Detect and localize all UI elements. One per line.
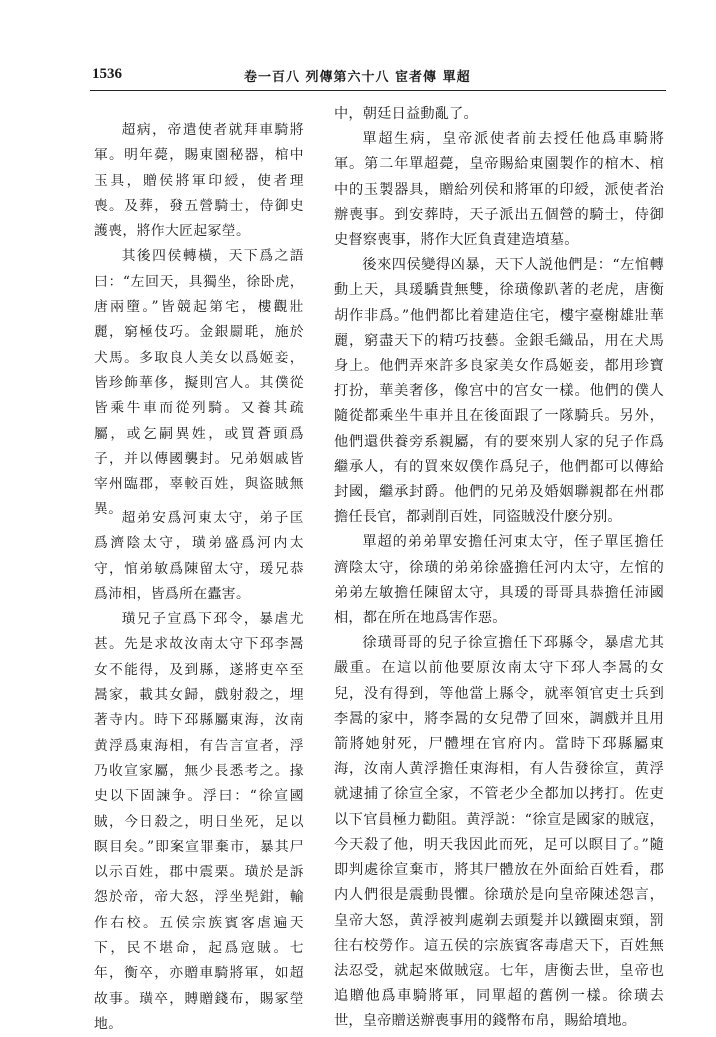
header-rule [90, 90, 666, 91]
translation-paragraph: 徐璜哥哥的兒子徐宣擔任下邳縣令，暴虐尤其嚴重。在這以前他要原汝南太守下邳人李暠的女兒，没有得到，等他當上縣令，就率領官吏士兵到李暠的家中，將李暠的女兒帶了回來，調戲并且用箭將她射死，尸體埋在官府内。當時下邳縣屬東海，汝南人黄浮擔任東海相，有人告發徐宣，黄浮就逮捕了徐宣全家，不管老少全都加以拷打。佐吏以下官員極力勸阻。黄浮説：“徐宣是國家的賊寇，今天殺了他，明天我因此而死，足可以瞑目了。”隨即判處徐宣棄市，將其尸體放在外面給百姓看，郡内人們很是震動畏懼。徐璜於是向皇帝陳述怨言，皇帝大怒，黄浮被判處剃去頭髮并以鐵圈束頸，罰往右校勞作。這五侯的宗族賓客毒虐天下，百姓無法忍受，就起來做賊寇。七年，唐衡去世，皇帝也追贈他爲車騎將軍，同單超的舊例一樣。徐璜去世，皇帝贈送辦喪事用的錢幣布帛，賜給墳地。 [334, 635, 664, 1030]
translation-paragraph: 單超的弟弟單安擔任河東太守，侄子單匡擔任濟陰太守，徐璜的弟弟徐盛擔任河内太守，左悺的弟弟左敏擔任陳留太守，具瑗的哥哥具恭擔任沛國相，都在所在地爲害作惡。 [334, 534, 664, 627]
original-text-section-1 [94, 118, 304, 523]
translation-paragraph: 單超生病，皇帝派使者前去授任他爲車騎將軍。第二年單超薨，皇帝賜給東園製作的棺木、棺中的玉製器具，贈給列侯和將軍的印綬，派使者治辦喪事。到安葬時，天子派出五個營的騎士，侍御史督察喪事，將作大匠負責建造墳墓。 [334, 131, 664, 249]
original-paragraph: 其後四侯轉橫，天下爲之語曰：“左回天，具獨坐，徐卧虎，唐兩墮。”皆競起第宅，樓觀壯麗，窮極伎巧。金銀罽毦，施於犬馬。多取良人美女以爲姬妾，皆珍飾華侈，擬則宫人。其僕從皆乘牛車而從列騎。又養其疏屬，或乞嗣異姓，或買蒼頭爲子，并以傳國襲封。兄弟姻戚皆宰州臨郡，辜較百姓，與盜賊無異。 [94, 248, 304, 518]
original-text-section-2 [94, 506, 304, 1037]
running-header: 卷一百八 列傳第六十八 宦者傳 單超 [244, 70, 471, 85]
translation-column [334, 102, 664, 1035]
page-number: 1536 [92, 66, 122, 82]
translation-paragraph: 中，朝廷日益動亂了。 [334, 106, 478, 122]
original-paragraph: 超病，帝遣使者就拜車騎將軍。明年薨，賜東園秘器，棺中玉具，贈侯將軍印綬，使者理喪。及葬，發五營騎士，侍御史護喪，將作大匠起冢塋。 [94, 122, 304, 240]
translation-paragraph: 後來四侯變得凶暴，天下人説他們是：“左悺轉動上天，具瑗驕貴無雙，徐璜像趴著的老虎，唐衡胡作非爲。”他們都比着建造住宅，樓宇臺榭雄壯華麗，窮盡天下的精巧技藝。金銀毛織品，用在犬馬身上。他們弄來許多良家美女作爲姬妾，都用珍寶打扮，華美奢侈，像宫中的宫女一樣。他們的僕人隨從都乘坐牛車并且在後面跟了一隊騎兵。另外，他們還供養旁系親屬，有的要來别人家的兒子作爲繼承人，有的買來奴僕作爲兒子，他們都可以傳給封國，繼承封爵。他們的兄弟及婚姻聯親都在州郡擔任長官，都剥削百姓，同盜賊没什麽分别。 [334, 257, 664, 526]
original-paragraph: 璜兄子宣爲下邳令，暴虐尤甚。先是求故汝南太守下邳李暠女不能得，及到縣，遂將吏卒至暠家，載其女歸，戲射殺之，埋著寺内。時下邳縣屬東海，汝南黄浮爲東海相，有告言宣者，浮乃收宣家屬，無少長悉考之。掾史以下固諫争。浮曰：“徐宣國賊，今日殺之，明日坐死，足以瞑目矣。”即案宣罪棄市，暴其尸以示百姓，郡中震栗。璜於是訴怨於帝，帝大怒，浮坐髡鉗，輸作右校。五侯宗族賓客虐遍天下，民不堪命，起爲寇賊。七年，衡卒，亦贈車騎將軍，如超故事。璜卒，賻贈錢布，賜冢塋地。 [94, 611, 304, 1032]
original-paragraph: 超弟安爲河東太守，弟子匡爲濟陰太守，璜弟盛爲河内太守，悺弟敏爲陳留太守，瑗兄恭爲沛相，皆爲所在蠹害。 [94, 510, 304, 602]
